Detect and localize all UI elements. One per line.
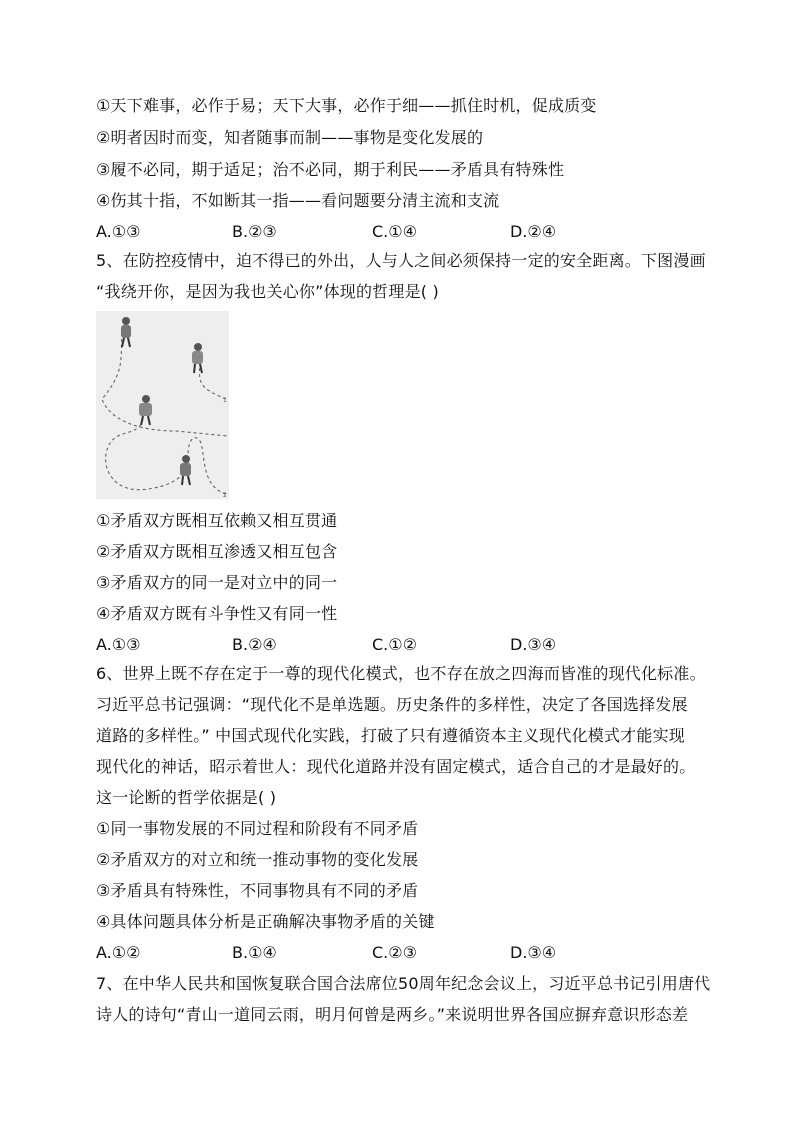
q4-item-4: ④伤其十指，不如断其一指——看问题要分清主流和支流 xyxy=(96,191,500,210)
q4-option-a: A.①③ xyxy=(96,222,141,241)
q5-stem-line-1: 5、在防控疫情中，迫不得已的外出，人与人之间必须保持一定的安全距离。下图漫画 xyxy=(96,251,706,270)
q4-option-b: B.②③ xyxy=(232,222,277,241)
q5-item-2: ②矛盾双方既相互渗透又相互包含 xyxy=(96,542,338,561)
q6-stem-line-1: 6、世界上既不存在定于一尊的现代化模式，也不存在放之四海而皆准的现代化标准。 xyxy=(96,664,706,683)
q6-stem-line-5: 这一论断的哲学依据是( ) xyxy=(96,788,277,807)
q5-cartoon-drawing xyxy=(96,311,229,499)
q6-item-1: ①同一事物发展的不同过程和阶段有不同矛盾 xyxy=(96,819,419,838)
path-dashed-line xyxy=(102,333,228,436)
q6-stem-line-3: 道路的多样性。” 中国式现代化实践，打破了只有遵循资本主义现代化模式才能实现 xyxy=(96,726,685,745)
path-mark-2: 2 xyxy=(223,492,227,499)
q6-option-c: C.②③ xyxy=(372,943,417,962)
q5-item-3: ③矛盾双方的同一是对立中的同一 xyxy=(96,573,338,592)
q5-item-4: ④矛盾双方既有斗争性又有同一性 xyxy=(96,604,338,623)
q6-option-a: A.①② xyxy=(96,943,141,962)
q5-option-c: C.①② xyxy=(372,635,417,654)
path-dashed-line xyxy=(200,356,226,399)
q6-option-d: D.③④ xyxy=(510,943,557,962)
person-figure-2 xyxy=(192,343,203,373)
path-mark-1: 1 xyxy=(223,397,227,404)
q6-option-b: B.①④ xyxy=(232,943,277,962)
person-figure-1 xyxy=(121,317,131,347)
q5-option-d: D.③④ xyxy=(510,635,557,654)
q6-stem-line-4: 现代化的神话，昭示着世人：现代化道路并没有固定模式，适合自己的才是最好的。 xyxy=(96,757,696,776)
q4-option-d: D.②④ xyxy=(510,222,557,241)
q4-option-c: C.①④ xyxy=(372,222,417,241)
person-figure-3 xyxy=(139,395,152,425)
q7-stem-line-1: 7、在中华人民共和国恢复联合国合法席位50周年纪念会议上，习近平总书记引用唐代 xyxy=(96,974,711,993)
q4-item-1: ①天下难事，必作于易；天下大事，必作于细——抓住时机，促成质变 xyxy=(96,96,597,115)
q4-item-2: ②明者因时而变，知者随事而制——事物是变化发展的 xyxy=(96,128,484,147)
q6-item-2: ②矛盾双方的对立和统一推动事物的变化发展 xyxy=(96,850,419,869)
q5-option-b: B.②④ xyxy=(232,635,277,654)
q5-cartoon-figure xyxy=(96,311,229,499)
q5-stem-line-2: “我绕开你，是因为我也关心你”体现的哲理是( ) xyxy=(96,282,439,301)
q5-item-1: ①矛盾双方既相互依赖又相互贯通 xyxy=(96,511,338,530)
q6-stem-line-2: 习近平总书记强调：“现代化不是单选题。历史条件的多样性，决定了各国选择发展 xyxy=(96,695,688,714)
person-figure-4 xyxy=(180,455,191,485)
q5-option-a: A.①③ xyxy=(96,635,141,654)
q7-stem-line-2: 诗人的诗句“青山一道同云雨，明月何曾是两乡。”来说明世界各国应摒弃意识形态差 xyxy=(96,1005,689,1024)
q6-item-3: ③矛盾具有特殊性，不同事物具有不同的矛盾 xyxy=(96,881,419,900)
q6-item-4: ④具体问题具体分析是正确解决事物矛盾的关键 xyxy=(96,912,435,931)
q4-item-3: ③履不必同，期于适足；治不必同，期于利民——矛盾具有特殊性 xyxy=(96,160,565,179)
